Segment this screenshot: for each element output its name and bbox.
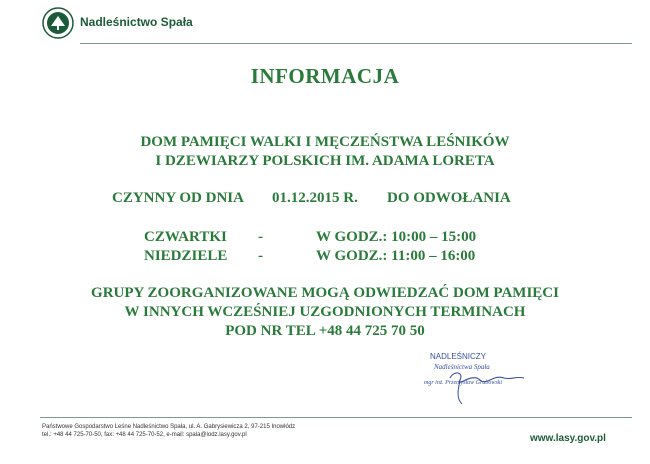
schedule-hours-1: W GODZ.: 10:00 – 15:00 <box>316 229 477 245</box>
stamp-subtitle: Nadleśnictwa Spała <box>434 363 490 371</box>
stamp-title: NADLEŚNICZY <box>430 352 487 361</box>
subtitle-line-2: I DZEWIARZY POLSKICH IM. ADAMA LORETA <box>155 153 495 169</box>
lasy-panstwowe-logo <box>42 7 74 39</box>
footer-address: Państwowe Gospodarstwo Leśne Nadleśnictwo Spała, ul. A. Gabrysiewicza 2, 97-215 Inowłódz <box>42 424 296 430</box>
letterhead <box>42 5 634 45</box>
schedule-day-1: CZWARTKI <box>144 229 227 245</box>
notice-title: INFORMACJA <box>250 64 400 88</box>
groups-line-1: GRUPY ZOORGANIZOWANE MOGĄ ODWIEDZAĆ DOM PAMIĘCI <box>91 285 559 301</box>
groups-line-2: W INNYCH WCZEŚNIEJ UZGODNIONYCH TERMINACH <box>124 304 526 320</box>
header-divider <box>80 43 632 44</box>
open-until: DO ODWOŁANIA <box>387 190 511 206</box>
groups-line-3: POD NR TEL +48 44 725 70 50 <box>225 323 425 339</box>
open-date: 01.12.2015 R. <box>272 190 358 206</box>
footer-contact: tel.: +48 44 725-70-50, fax: +48 44 725-70-52, e-mail: spala@lodz.lasy.gov.pl <box>42 432 247 438</box>
footer-divider <box>40 417 632 418</box>
schedule-dash-2: - <box>258 248 263 264</box>
website-link[interactable]: www.lasy.gov.pl <box>530 433 606 444</box>
subtitle-line-1: DOM PAMIĘCI WALKI I MĘCZEŃSTWA LEŚNIKÓW <box>140 134 510 150</box>
stamp-name: mgr inż. Przemysław Grabowski <box>424 380 503 386</box>
org-name: Nadleśnictwo Spała <box>80 15 193 29</box>
signature-stamp <box>420 350 550 410</box>
schedule-dash-1: - <box>258 229 263 245</box>
open-label: CZYNNY OD DNIA <box>112 190 244 206</box>
schedule-hours-2: W GODZ.: 11:00 – 16:00 <box>316 248 476 264</box>
schedule-day-2: NIEDZIELE <box>144 248 228 264</box>
